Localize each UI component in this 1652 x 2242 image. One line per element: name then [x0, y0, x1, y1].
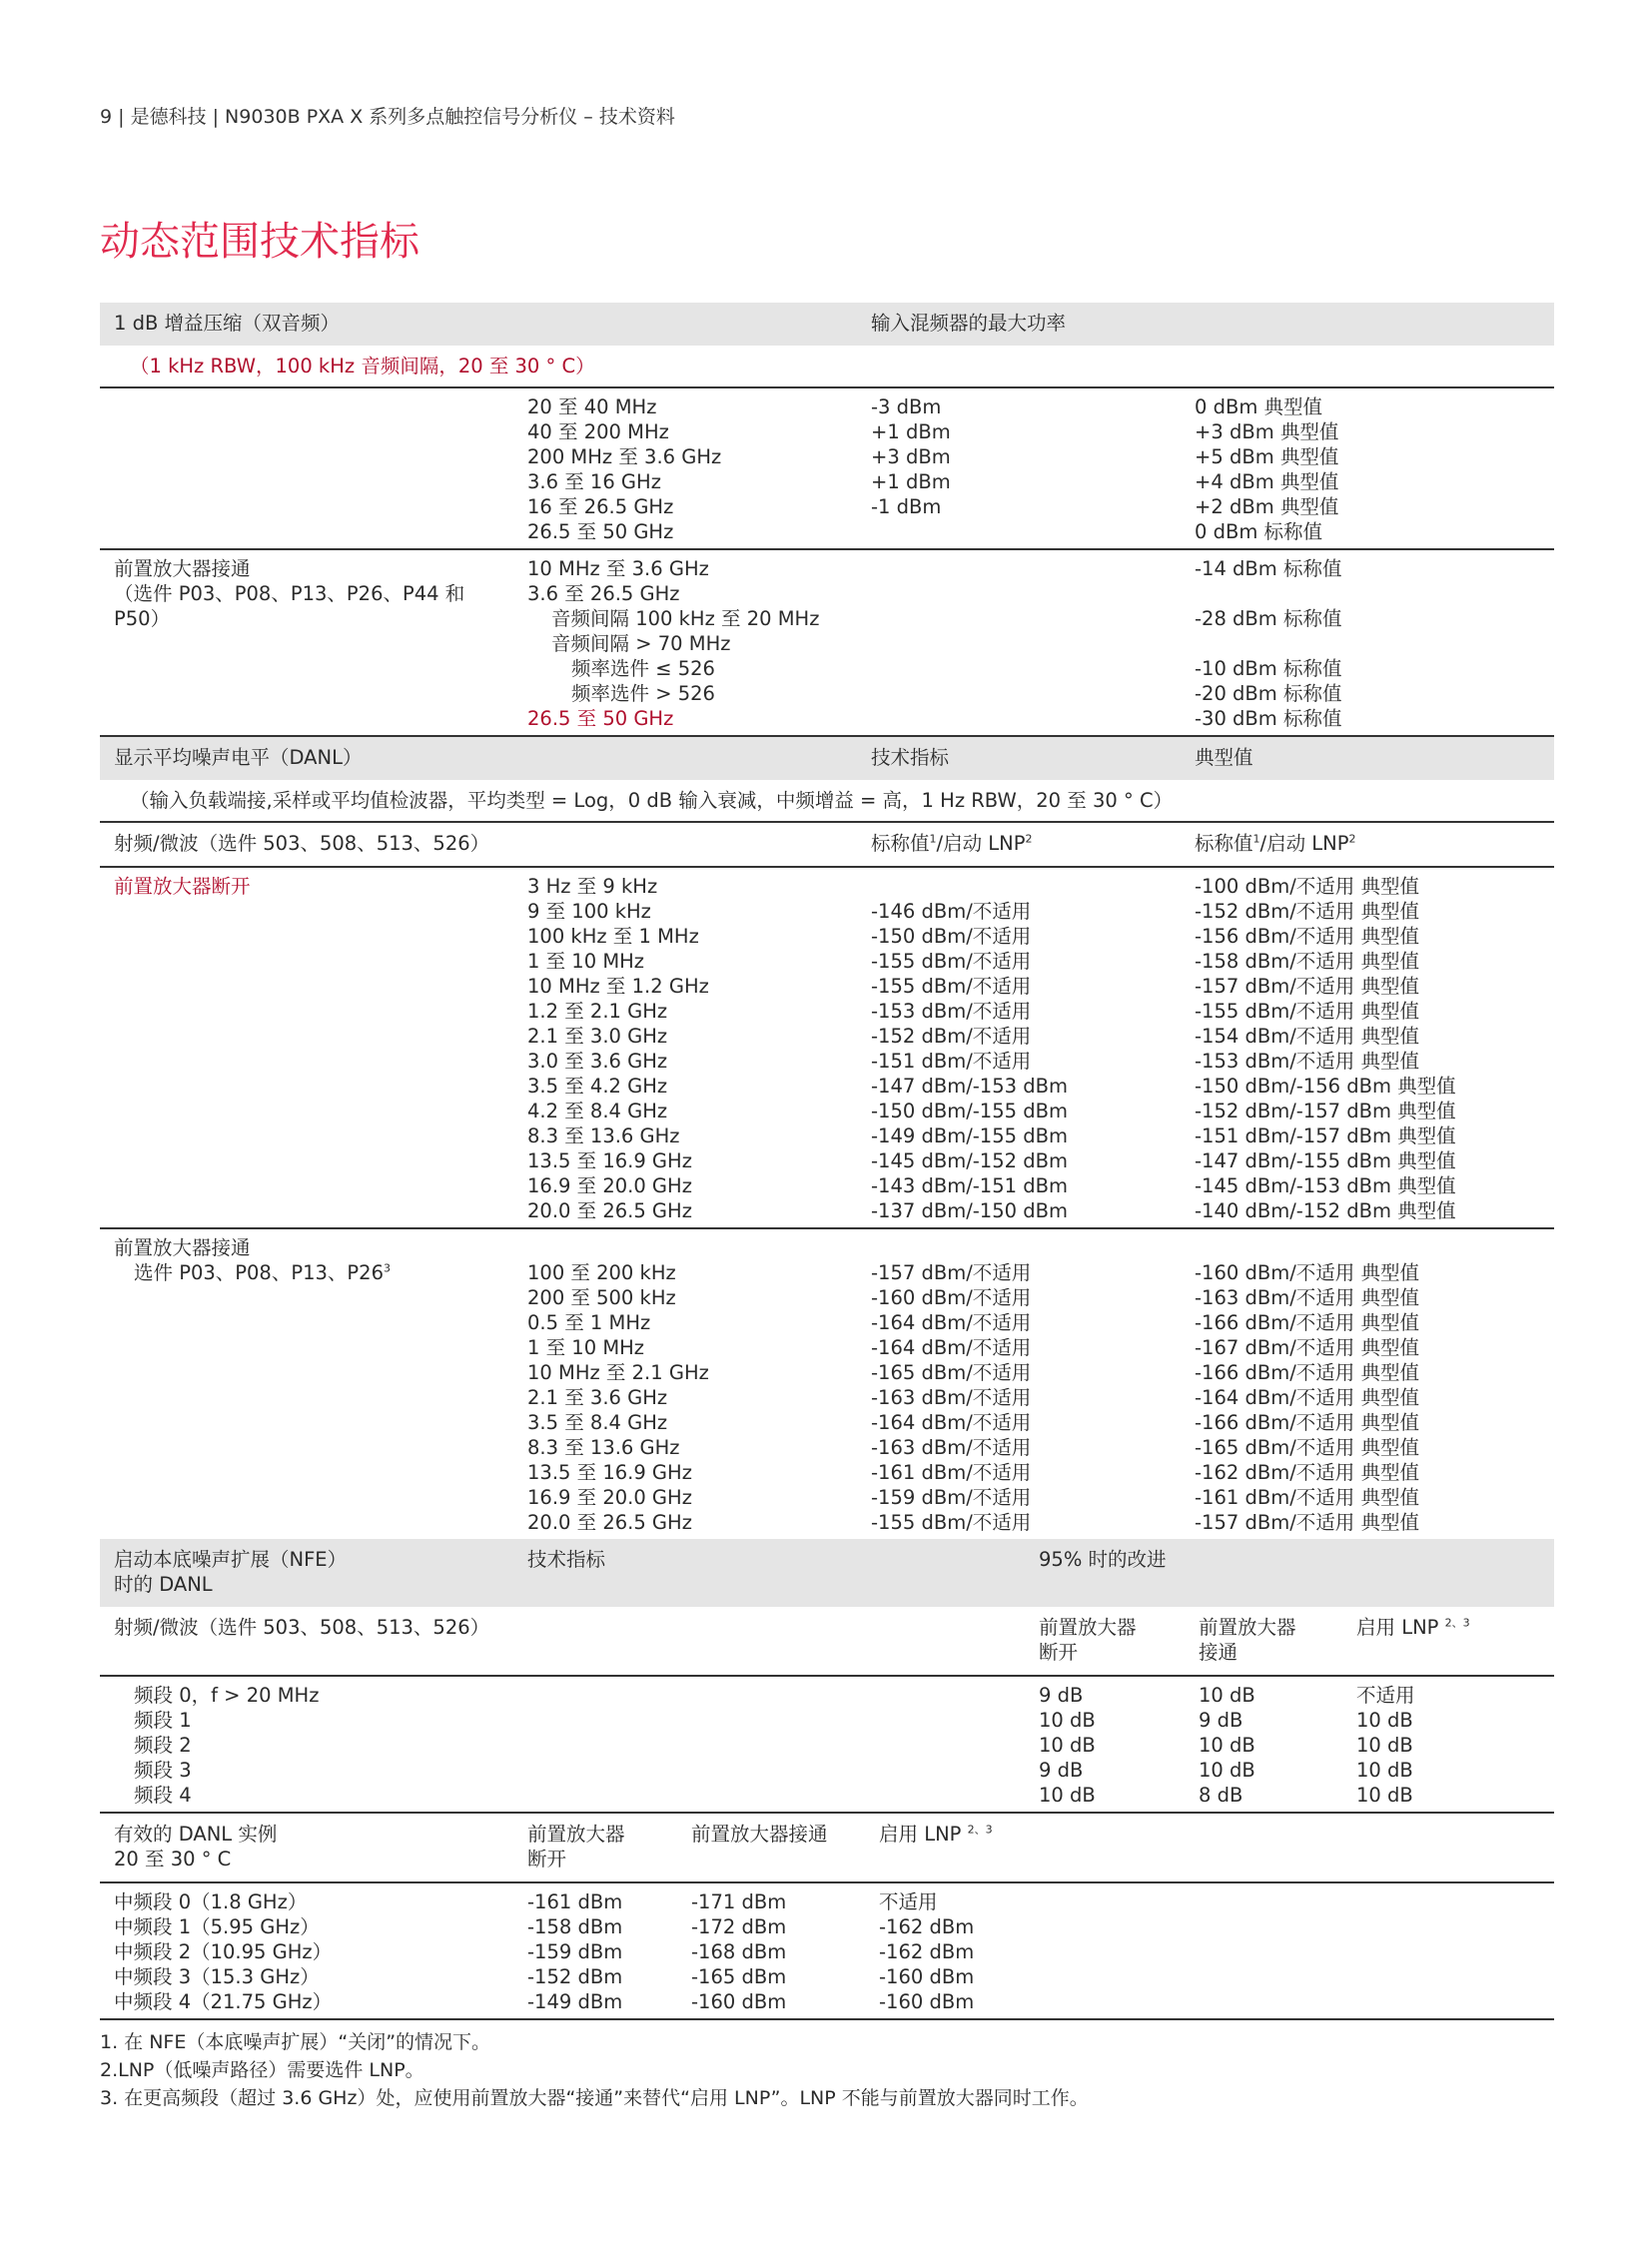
danl-value: -160 dBm	[879, 1965, 975, 1988]
typical-value: +3 dBm 典型值	[1195, 420, 1339, 443]
nfe-subheader: 射频/微波（选件 503、508、513、526） 前置放大器 断开 前置放大器 接通 启用 LNP $^{2、3}$	[100, 1607, 1554, 1677]
typical-value: -157 dBm/不适用 典型值	[1195, 975, 1419, 998]
preamp-freq-col: 10 MHz 至 3.6 GHz 3.6 至 26.5 GHz 音频间隔 100 kHz 至 20 MHz 音频间隔 > 70 MHz 频率选件 ≤ 526 频率选件 > 526 26.5 至 50 GHz	[527, 557, 820, 730]
compression-preamp-block	[100, 550, 1554, 737]
preamp-label-line: P50）	[114, 607, 171, 630]
compression-typ-col	[1195, 394, 1554, 544]
spec-value: -164 dBm/不适用	[871, 1311, 1032, 1334]
band-label: 频段 4	[134, 1784, 192, 1807]
effective-danl-block	[100, 1883, 1554, 2020]
improvement-value: 10 dB	[1039, 1734, 1096, 1757]
preamp-on-label	[100, 556, 527, 731]
frequency-range: 20 至 40 MHz	[527, 395, 657, 418]
frequency-range: 200 至 500 kHz	[527, 1286, 676, 1309]
typical-value: -145 dBm/-153 dBm 典型值	[1195, 1174, 1456, 1197]
typical-value: +2 dBm 典型值	[1195, 495, 1339, 518]
typical-value: -155 dBm/不适用 典型值	[1195, 1000, 1419, 1023]
compression-spec-col	[871, 394, 1195, 544]
frequency-range: 3 Hz 至 9 kHz	[527, 875, 658, 898]
danl-value: -162 dBm	[879, 1940, 975, 1963]
spec-value	[871, 519, 1195, 544]
spec-table	[100, 303, 1554, 2112]
typical-value: -167 dBm/不适用 典型值	[1195, 1336, 1419, 1359]
spec-value: -151 dBm/不适用	[871, 1050, 1032, 1073]
typical-value: -166 dBm/不适用 典型值	[1195, 1311, 1419, 1334]
spec-value: -143 dBm/-151 dBm	[871, 1174, 1068, 1197]
improvement-value: 9 dB	[1039, 1759, 1084, 1782]
preamp-off-label: 前置放大器断开	[114, 875, 251, 898]
spec-value: -157 dBm/不适用	[871, 1261, 1032, 1284]
typical-value: -152 dBm/不适用 典型值	[1195, 900, 1419, 923]
danl-value: -149 dBm	[527, 1990, 623, 2013]
spec-value: -159 dBm/不适用	[871, 1486, 1032, 1509]
spec-value: -150 dBm/不适用	[871, 925, 1032, 948]
spec-value: -155 dBm/不适用	[871, 1511, 1032, 1534]
improvement-value: 8 dB	[1199, 1784, 1243, 1807]
danl-value: -162 dBm	[879, 1915, 975, 1938]
typical-value: -156 dBm/不适用 典型值	[1195, 925, 1419, 948]
effective-danl-header: 有效的 DANL 实例 20 至 30 ° C 前置放大器 断开 前置放大器接通 启用 LNP $^{2、3}$	[100, 1814, 1554, 1883]
improvement-value: 10 dB	[1199, 1759, 1255, 1782]
frequency-range: 20.0 至 26.5 GHz	[527, 1511, 692, 1534]
spec-value: -161 dBm/不适用	[871, 1461, 1032, 1484]
spec-value: +3 dBm	[871, 445, 951, 468]
danl-value: 不适用	[879, 1890, 938, 1913]
page-title: 动态范围技术指标	[100, 219, 419, 265]
preamp-label-line: 前置放大器接通	[114, 557, 251, 580]
frequency-range: 4.2 至 8.4 GHz	[527, 1100, 668, 1122]
spec-value: -149 dBm/-155 dBm	[871, 1124, 1068, 1147]
danl-condition: （输入负载端接,采样或平均值检波器，平均类型 = Log，0 dB 输入衰减，中频增益 = 高，1 Hz RBW，20 至 30 ° C）	[100, 780, 1554, 823]
frequency-range: 13.5 至 16.9 GHz	[527, 1149, 692, 1172]
typical-value: -140 dBm/-152 dBm 典型值	[1195, 1199, 1456, 1222]
typical-value: 0 dBm 标称值	[1195, 520, 1323, 543]
typical-value: -163 dBm/不适用 典型值	[1195, 1286, 1419, 1309]
band-label: 中频段 3（15.3 GHz）	[114, 1965, 320, 1988]
typical-value: -150 dBm/-156 dBm 典型值	[1195, 1075, 1456, 1098]
improvement-value: 10 dB	[1199, 1734, 1255, 1757]
danl-header: 显示平均噪声电平（DANL） 技术指标 典型值	[100, 737, 1554, 780]
improvement-value: 10 dB	[1356, 1784, 1413, 1807]
frequency-range: 26.5 至 50 GHz	[527, 520, 674, 543]
frequency-range: 3.5 至 8.4 GHz	[527, 1411, 668, 1434]
band-label: 频段 3	[134, 1759, 192, 1782]
spec-value: -1 dBm	[871, 495, 942, 518]
frequency-range: 13.5 至 16.9 GHz	[527, 1461, 692, 1484]
spec-value: -150 dBm/-155 dBm	[871, 1100, 1068, 1122]
band-label: 中频段 1（5.95 GHz）	[114, 1915, 320, 1938]
frequency-range: 1 至 10 MHz	[527, 950, 645, 973]
footnotes	[100, 2020, 1554, 2112]
frequency-range: 1.2 至 2.1 GHz	[527, 1000, 668, 1023]
typical-value: -158 dBm/不适用 典型值	[1195, 950, 1419, 973]
spec-value: -155 dBm/不适用	[871, 950, 1032, 973]
frequency-range: 16.9 至 20.0 GHz	[527, 1174, 692, 1197]
frequency-range: 10 MHz 至 1.2 GHz	[527, 975, 709, 998]
frequency-range: 100 kHz 至 1 MHz	[527, 925, 699, 948]
frequency-range: 8.3 至 13.6 GHz	[527, 1124, 680, 1147]
typical-value: -161 dBm/不适用 典型值	[1195, 1486, 1419, 1509]
frequency-range: 2.1 至 3.0 GHz	[527, 1025, 668, 1048]
frequency-range: 16 至 26.5 GHz	[527, 495, 674, 518]
spec-value: -163 dBm/不适用	[871, 1386, 1032, 1409]
improvement-value: 10 dB	[1356, 1734, 1413, 1757]
frequency-range: 3.5 至 4.2 GHz	[527, 1075, 668, 1098]
danl-value: -159 dBm	[527, 1940, 623, 1963]
spec-value: -3 dBm	[871, 395, 942, 418]
danl-value: -158 dBm	[527, 1915, 623, 1938]
typical-value: -162 dBm/不适用 典型值	[1195, 1461, 1419, 1484]
spec-value: +1 dBm	[871, 420, 951, 443]
frequency-range: 0.5 至 1 MHz	[527, 1311, 651, 1334]
typical-value: +5 dBm 典型值	[1195, 445, 1339, 468]
nfe-header: 启动本底噪声扩展（NFE） 时的 DANL 技术指标 95% 时的改进	[100, 1539, 1554, 1607]
danl-value: -161 dBm	[527, 1890, 623, 1913]
frequency-range: 16.9 至 20.0 GHz	[527, 1486, 692, 1509]
danl-value: -160 dBm	[691, 1990, 787, 2013]
spec-value: -147 dBm/-153 dBm	[871, 1075, 1068, 1098]
preamp-on-label: 前置放大器接通	[114, 1236, 251, 1259]
typical-value: -166 dBm/不适用 典型值	[1195, 1411, 1419, 1434]
typical-value: -154 dBm/不适用 典型值	[1195, 1025, 1419, 1048]
improvement-value: 10 dB	[1199, 1684, 1255, 1707]
spec-value: -146 dBm/不适用	[871, 900, 1032, 923]
band-label: 中频段 4（21.75 GHz）	[114, 1990, 333, 2013]
danl-preamp-off-block	[100, 868, 1554, 1229]
compression-header: 1 dB 增益压缩（双音频） 输入混频器的最大功率	[100, 303, 1554, 346]
compression-freq-col	[527, 394, 871, 544]
improvement-value: 10 dB	[1356, 1709, 1413, 1732]
spec-value: -137 dBm/-150 dBm	[871, 1199, 1068, 1222]
spec-value	[871, 874, 1195, 899]
typical-value: -164 dBm/不适用 典型值	[1195, 1386, 1419, 1409]
improvement-value: 10 dB	[1039, 1784, 1096, 1807]
spec-value: -155 dBm/不适用	[871, 975, 1032, 998]
frequency-range: 200 MHz 至 3.6 GHz	[527, 445, 722, 468]
danl-value: -171 dBm	[691, 1890, 787, 1913]
band-label: 频段 1	[134, 1709, 192, 1732]
spec-value: -164 dBm/不适用	[871, 1411, 1032, 1434]
improvement-value: 不适用	[1356, 1684, 1415, 1707]
typical-value: -100 dBm/不适用 典型值	[1195, 875, 1419, 898]
spec-value: -163 dBm/不适用	[871, 1436, 1032, 1459]
improvement-value: 9 dB	[1199, 1709, 1243, 1732]
frequency-range: 8.3 至 13.6 GHz	[527, 1436, 680, 1459]
nfe-block	[100, 1677, 1554, 1814]
band-label: 频段 2	[134, 1734, 192, 1757]
typical-value: -152 dBm/-157 dBm 典型值	[1195, 1100, 1456, 1122]
frequency-range: 2.1 至 3.6 GHz	[527, 1386, 668, 1409]
typical-value: -153 dBm/不适用 典型值	[1195, 1050, 1419, 1073]
frequency-range: 40 至 200 MHz	[527, 420, 669, 443]
frequency-range: 1 至 10 MHz	[527, 1336, 645, 1359]
footnote: 1. 在 NFE（本底噪声扩展）“关闭”的情况下。	[100, 2031, 491, 2053]
frequency-range: 10 MHz 至 2.1 GHz	[527, 1361, 709, 1384]
typical-value: +4 dBm 典型值	[1195, 470, 1339, 493]
improvement-value: 10 dB	[1356, 1759, 1413, 1782]
typical-value: -166 dBm/不适用 典型值	[1195, 1361, 1419, 1384]
frequency-range: 100 至 200 kHz	[527, 1261, 676, 1284]
danl-value: -172 dBm	[691, 1915, 787, 1938]
compression-condition: （1 kHz RBW，100 kHz 音频间隔，20 至 30 ° C）	[100, 346, 1554, 388]
typical-value: -151 dBm/-157 dBm 典型值	[1195, 1124, 1456, 1147]
danl-subheader: 射频/微波（选件 503、508、513、526） 标称值$^1$/启动 LNP$^2$ 标称值$^1$/启动 LNP$^2$	[100, 823, 1554, 868]
danl-value: -165 dBm	[691, 1965, 787, 1988]
improvement-value: 10 dB	[1039, 1709, 1096, 1732]
footnote: 3. 在更高频段（超过 3.6 GHz）处，应使用前置放大器“接通”来替代“启用 LNP”。LNP 不能与前置放大器同时工作。	[100, 2087, 1089, 2109]
spec-value: +1 dBm	[871, 470, 951, 493]
spec-value: -160 dBm/不适用	[871, 1286, 1032, 1309]
page-header: 9 | 是德科技 | N9030B PXA X 系列多点触控信号分析仪 – 技术资料	[100, 106, 675, 128]
typical-value: -157 dBm/不适用 典型值	[1195, 1511, 1419, 1534]
danl-value: -152 dBm	[527, 1965, 623, 1988]
preamp-typ-col: -14 dBm 标称值 -28 dBm 标称值 -10 dBm 标称值 -20 dBm 标称值 -30 dBm 标称值	[1195, 557, 1342, 730]
frequency-range: 3.0 至 3.6 GHz	[527, 1050, 668, 1073]
typical-value: -160 dBm/不适用 典型值	[1195, 1261, 1419, 1284]
danl-preamp-on-block: 前置放大器接通 选件 P03、P08、P13、$P26^3$ 100 至 200 kHz 200 至 500 kHz 0.5 至 1 MHz 1 至 10 MHz 10 MHz 至 2.1 GHz 2.1 至 3.6 GHz 3.5 至 8.4 GHz 8.3 至 13.6 GHz 13.5 至 16.9 GHz 16.9 至 20.0 GHz 20.0 至 26.5 GHz -157 dBm/不适用 -160 dBm/不适用 -164 dBm/不适用 -164 dBm/不适用 -165 dBm/不适用 -163 dBm/不适用 -164 dBm/不适用 -163 dBm/不适用 -161 dBm/不适用 -159 dBm/不适用 -155 dBm/不适用 -160 dBm/不适用 典型值 -163 dBm/不适用 典型值 -166 dBm/不适用 典型值 -167 dBm/不适用 典型值 -166 dBm/不适用 典型值 -164 dBm/不适用 典型值 -166 dBm/不适用 典型值 -165 dBm/不适用 典型值 -162 dBm/不适用 典型值 -161 dBm/不适用 典型值 -157 dBm/不适用 典型值	[100, 1229, 1554, 1539]
band-label: 中频段 2（10.95 GHz）	[114, 1940, 333, 1963]
frequency-range: 20.0 至 26.5 GHz	[527, 1199, 692, 1222]
danl-value: -160 dBm	[879, 1990, 975, 2013]
typical-value: -165 dBm/不适用 典型值	[1195, 1436, 1419, 1459]
frequency-range: 3.6 至 16 GHz	[527, 470, 661, 493]
danl-value: -168 dBm	[691, 1940, 787, 1963]
compression-block	[100, 388, 1554, 550]
spec-value: -145 dBm/-152 dBm	[871, 1149, 1068, 1172]
spec-value: -164 dBm/不适用	[871, 1336, 1032, 1359]
spec-value: -165 dBm/不适用	[871, 1361, 1032, 1384]
band-label: 中频段 0（1.8 GHz）	[114, 1890, 308, 1913]
typical-value: 0 dBm 典型值	[1195, 395, 1323, 418]
spec-value: -152 dBm/不适用	[871, 1025, 1032, 1048]
frequency-range: 9 至 100 kHz	[527, 900, 651, 923]
preamp-label-line: （选件 P03、P08、P13、P26、P44 和	[114, 582, 465, 605]
band-label: 频段 0，f > 20 MHz	[134, 1684, 320, 1707]
spec-value: -153 dBm/不适用	[871, 1000, 1032, 1023]
improvement-value: 9 dB	[1039, 1684, 1084, 1707]
footnote: 2.LNP（低噪声路径）需要选件 LNP。	[100, 2059, 424, 2081]
typical-value: -147 dBm/-155 dBm 典型值	[1195, 1149, 1456, 1172]
